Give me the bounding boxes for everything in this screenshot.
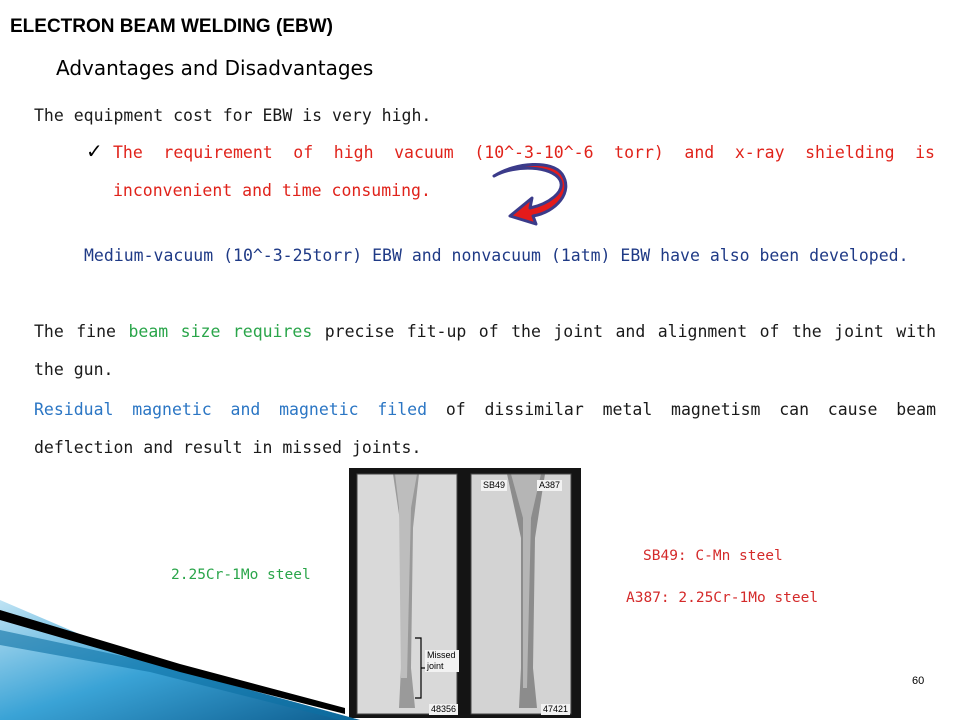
checkmark-icon: ✓ — [86, 139, 103, 163]
sample-right-number: 47421 — [543, 704, 569, 714]
weld-cross-section-photo — [349, 468, 581, 718]
caption-sb49: SB49: C-Mn steel — [643, 548, 783, 564]
slide-subtitle: Advantages and Disadvantages — [56, 56, 374, 80]
label-a387: A387 — [539, 480, 561, 490]
beam-size-highlight: beam size requires — [128, 322, 313, 341]
caption-left-steel: 2.25Cr-1Mo steel — [171, 567, 311, 583]
paragraph-equipment-cost: The equipment cost for EBW is very high. — [34, 106, 432, 125]
paragraph-medium-vacuum: Medium-vacuum (10^-3-25torr) EBW and nonvacuum (1atm) EBW have also been developed. — [84, 246, 909, 265]
magnetic-suffix: of dissimilar metal magnetism can cause beam deflection and result in missed joints. — [34, 400, 936, 457]
page-number: 60 — [912, 675, 925, 687]
label-missed-joint: Missed joint — [425, 650, 459, 672]
beam-size-prefix: The fine — [34, 322, 129, 341]
caption-a387: A387: 2.25Cr-1Mo steel — [626, 590, 819, 606]
slide-title: ELECTRON BEAM WELDING (EBW) — [10, 16, 333, 37]
corner-decoration — [0, 600, 360, 720]
beam-size-suffix: precise fit-up of the joint and alignment of the joint with the gun. — [34, 322, 937, 379]
label-sb49: SB49 — [483, 480, 506, 490]
paragraph-magnetic-deflection — [34, 391, 936, 467]
sample-left-number: 48356 — [431, 704, 457, 714]
paragraph-vacuum-requirement: The requirement of high vacuum (10^-3-10^-6 torr) and x-ray shielding is inconvenient and time consuming. — [113, 143, 935, 200]
curved-arrow-icon — [486, 162, 568, 230]
magnetic-highlight: Residual magnetic and magnetic filed — [34, 400, 428, 419]
paragraph-beam-size — [34, 313, 936, 389]
